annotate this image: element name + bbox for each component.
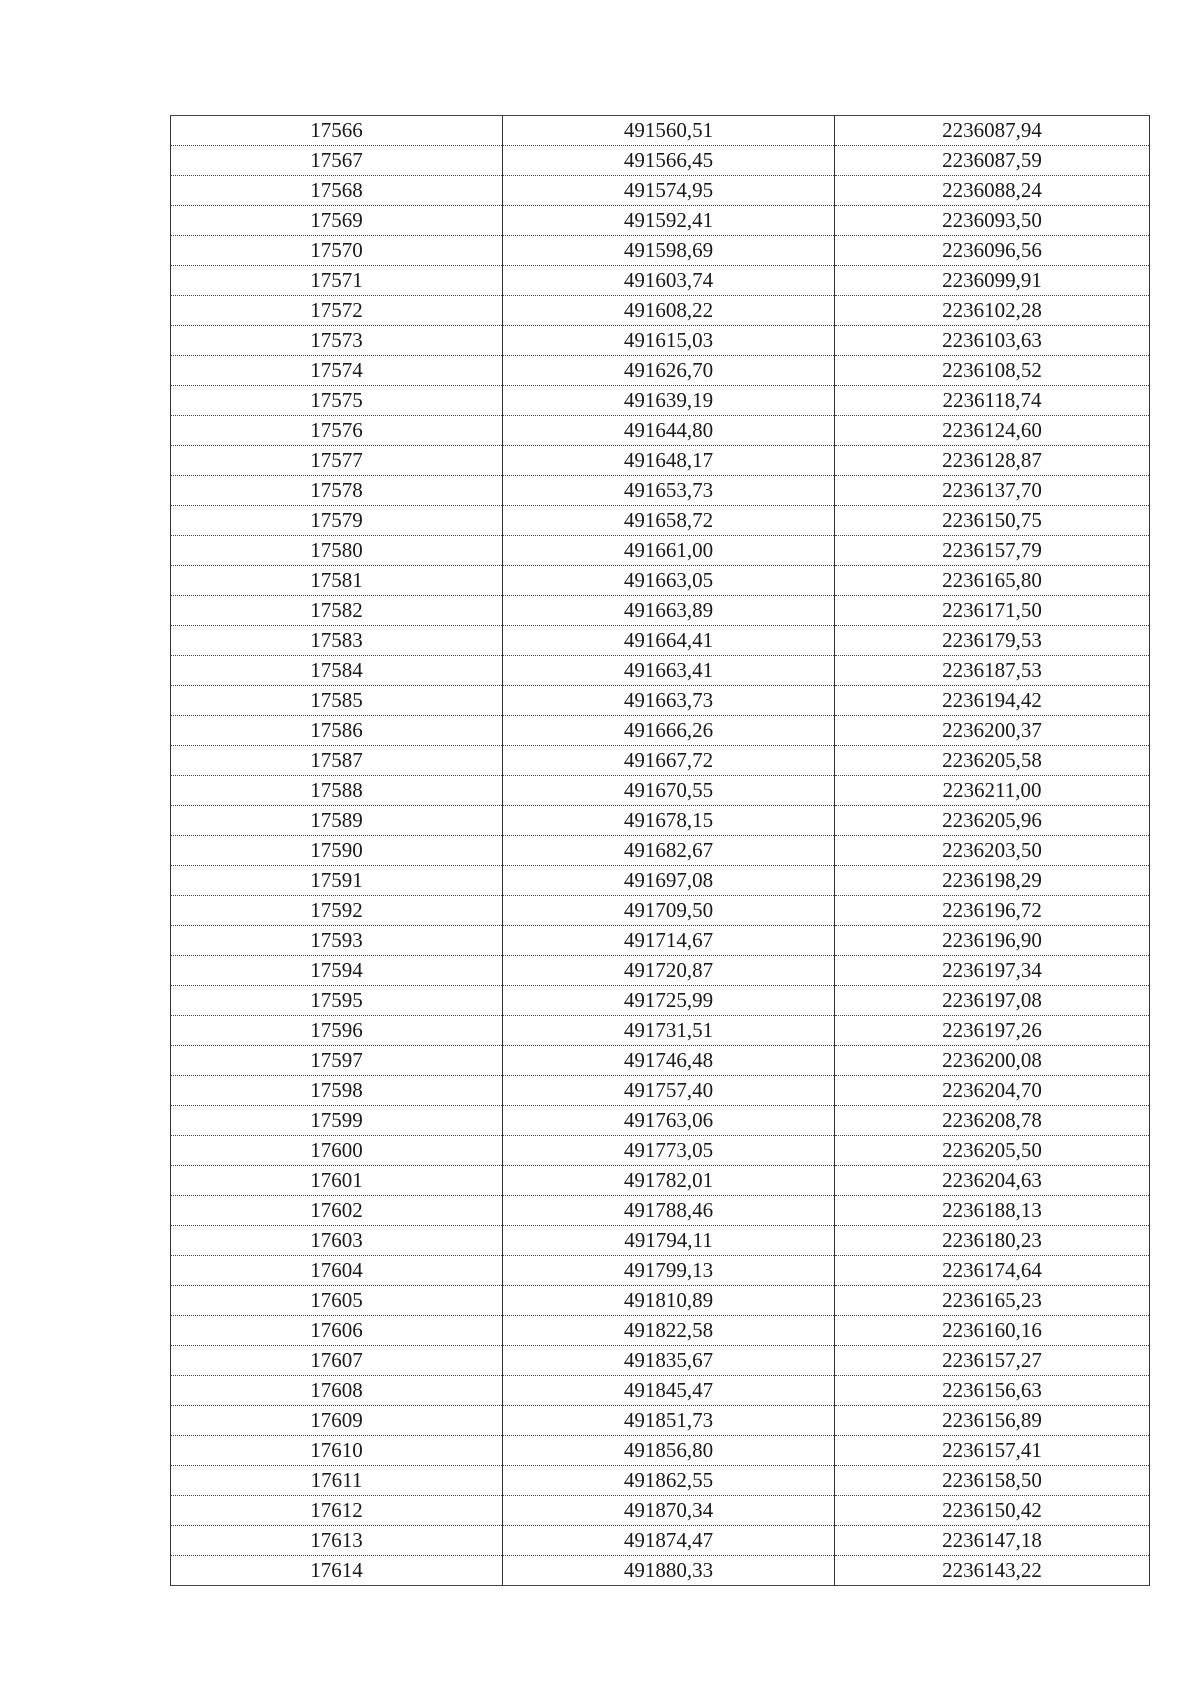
point-number-cell: 17572 [171,296,503,326]
y-coordinate-cell: 2236096,56 [835,236,1150,266]
point-number-cell: 17568 [171,176,503,206]
x-coordinate-cell: 491874,47 [503,1526,835,1556]
point-number-cell: 17598 [171,1076,503,1106]
point-number-cell: 17613 [171,1526,503,1556]
x-coordinate-cell: 491566,45 [503,146,835,176]
x-coordinate-cell: 491810,89 [503,1286,835,1316]
coordinates-table-body [171,116,1150,1586]
table-row [171,896,1150,926]
y-coordinate-cell: 2236102,28 [835,296,1150,326]
table-row [171,566,1150,596]
point-number-cell: 17592 [171,896,503,926]
x-coordinate-cell: 491670,55 [503,776,835,806]
y-coordinate-cell: 2236196,72 [835,896,1150,926]
y-coordinate-cell: 2236157,41 [835,1436,1150,1466]
y-coordinate-cell: 2236158,50 [835,1466,1150,1496]
table-row [171,1016,1150,1046]
x-coordinate-cell: 491835,67 [503,1346,835,1376]
table-row [171,296,1150,326]
table-row [171,146,1150,176]
y-coordinate-cell: 2236157,79 [835,536,1150,566]
point-number-cell: 17594 [171,956,503,986]
y-coordinate-cell: 2236204,70 [835,1076,1150,1106]
y-coordinate-cell: 2236093,50 [835,206,1150,236]
x-coordinate-cell: 491782,01 [503,1166,835,1196]
point-number-cell: 17601 [171,1166,503,1196]
y-coordinate-cell: 2236103,63 [835,326,1150,356]
table-row [171,1076,1150,1106]
table-row [171,836,1150,866]
table-row [171,986,1150,1016]
y-coordinate-cell: 2236200,37 [835,716,1150,746]
table-row [171,776,1150,806]
table-row [171,266,1150,296]
y-coordinate-cell: 2236128,87 [835,446,1150,476]
table-row [171,1046,1150,1076]
x-coordinate-cell: 491709,50 [503,896,835,926]
table-row [171,236,1150,266]
x-coordinate-cell: 491870,34 [503,1496,835,1526]
x-coordinate-cell: 491666,26 [503,716,835,746]
point-number-cell: 17584 [171,656,503,686]
table-row [171,1196,1150,1226]
point-number-cell: 17581 [171,566,503,596]
table-row [171,806,1150,836]
point-number-cell: 17579 [171,506,503,536]
y-coordinate-cell: 2236205,96 [835,806,1150,836]
y-coordinate-cell: 2236205,50 [835,1136,1150,1166]
x-coordinate-cell: 491788,46 [503,1196,835,1226]
x-coordinate-cell: 491720,87 [503,956,835,986]
table-row [171,746,1150,776]
point-number-cell: 17611 [171,1466,503,1496]
y-coordinate-cell: 2236143,22 [835,1556,1150,1586]
x-coordinate-cell: 491667,72 [503,746,835,776]
table-row [171,506,1150,536]
point-number-cell: 17577 [171,446,503,476]
y-coordinate-cell: 2236197,26 [835,1016,1150,1046]
x-coordinate-cell: 491725,99 [503,986,835,1016]
point-number-cell: 17578 [171,476,503,506]
x-coordinate-cell: 491663,89 [503,596,835,626]
y-coordinate-cell: 2236205,58 [835,746,1150,776]
table-row [171,686,1150,716]
x-coordinate-cell: 491663,41 [503,656,835,686]
y-coordinate-cell: 2236124,60 [835,416,1150,446]
y-coordinate-cell: 2236180,23 [835,1226,1150,1256]
point-number-cell: 17566 [171,116,503,146]
y-coordinate-cell: 2236118,74 [835,386,1150,416]
x-coordinate-cell: 491880,33 [503,1556,835,1586]
x-coordinate-cell: 491574,95 [503,176,835,206]
y-coordinate-cell: 2236150,42 [835,1496,1150,1526]
x-coordinate-cell: 491856,80 [503,1436,835,1466]
x-coordinate-cell: 491639,19 [503,386,835,416]
point-number-cell: 17580 [171,536,503,566]
point-number-cell: 17610 [171,1436,503,1466]
table-row [171,596,1150,626]
y-coordinate-cell: 2236087,59 [835,146,1150,176]
x-coordinate-cell: 491682,67 [503,836,835,866]
point-number-cell: 17609 [171,1406,503,1436]
y-coordinate-cell: 2236156,63 [835,1376,1150,1406]
table-row [171,1136,1150,1166]
table-row [171,866,1150,896]
point-number-cell: 17596 [171,1016,503,1046]
point-number-cell: 17591 [171,866,503,896]
table-row [171,1406,1150,1436]
y-coordinate-cell: 2236087,94 [835,116,1150,146]
y-coordinate-cell: 2236211,00 [835,776,1150,806]
x-coordinate-cell: 491678,15 [503,806,835,836]
coordinates-table [170,115,1150,1586]
x-coordinate-cell: 491560,51 [503,116,835,146]
point-number-cell: 17569 [171,206,503,236]
table-row [171,1166,1150,1196]
y-coordinate-cell: 2236165,80 [835,566,1150,596]
point-number-cell: 17567 [171,146,503,176]
point-number-cell: 17605 [171,1286,503,1316]
y-coordinate-cell: 2236150,75 [835,506,1150,536]
x-coordinate-cell: 491697,08 [503,866,835,896]
table-row [171,1256,1150,1286]
y-coordinate-cell: 2236203,50 [835,836,1150,866]
y-coordinate-cell: 2236198,29 [835,866,1150,896]
x-coordinate-cell: 491731,51 [503,1016,835,1046]
y-coordinate-cell: 2236088,24 [835,176,1150,206]
table-row [171,926,1150,956]
x-coordinate-cell: 491794,11 [503,1226,835,1256]
y-coordinate-cell: 2236200,08 [835,1046,1150,1076]
point-number-cell: 17600 [171,1136,503,1166]
table-row [171,1556,1150,1586]
table-row [171,1496,1150,1526]
table-row [171,416,1150,446]
y-coordinate-cell: 2236157,27 [835,1346,1150,1376]
point-number-cell: 17608 [171,1376,503,1406]
x-coordinate-cell: 491663,05 [503,566,835,596]
table-row [171,1286,1150,1316]
point-number-cell: 17575 [171,386,503,416]
x-coordinate-cell: 491626,70 [503,356,835,386]
y-coordinate-cell: 2236165,23 [835,1286,1150,1316]
table-row [171,1526,1150,1556]
table-row [171,1316,1150,1346]
point-number-cell: 17570 [171,236,503,266]
point-number-cell: 17597 [171,1046,503,1076]
table-row [171,1436,1150,1466]
point-number-cell: 17574 [171,356,503,386]
table-row [171,446,1150,476]
y-coordinate-cell: 2236160,16 [835,1316,1150,1346]
x-coordinate-cell: 491663,73 [503,686,835,716]
table-row [171,356,1150,386]
table-row [171,716,1150,746]
y-coordinate-cell: 2236179,53 [835,626,1150,656]
point-number-cell: 17593 [171,926,503,956]
point-number-cell: 17586 [171,716,503,746]
x-coordinate-cell: 491653,73 [503,476,835,506]
x-coordinate-cell: 491714,67 [503,926,835,956]
point-number-cell: 17602 [171,1196,503,1226]
point-number-cell: 17583 [171,626,503,656]
table-row [171,656,1150,686]
x-coordinate-cell: 491851,73 [503,1406,835,1436]
y-coordinate-cell: 2236174,64 [835,1256,1150,1286]
point-number-cell: 17589 [171,806,503,836]
y-coordinate-cell: 2236208,78 [835,1106,1150,1136]
point-number-cell: 17576 [171,416,503,446]
y-coordinate-cell: 2236188,13 [835,1196,1150,1226]
x-coordinate-cell: 491644,80 [503,416,835,446]
x-coordinate-cell: 491658,72 [503,506,835,536]
x-coordinate-cell: 491598,69 [503,236,835,266]
table-row [171,1106,1150,1136]
point-number-cell: 17588 [171,776,503,806]
x-coordinate-cell: 491615,03 [503,326,835,356]
x-coordinate-cell: 491592,41 [503,206,835,236]
point-number-cell: 17582 [171,596,503,626]
point-number-cell: 17573 [171,326,503,356]
point-number-cell: 17595 [171,986,503,1016]
x-coordinate-cell: 491773,05 [503,1136,835,1166]
table-row [171,1466,1150,1496]
point-number-cell: 17614 [171,1556,503,1586]
table-row [171,1346,1150,1376]
table-row [171,116,1150,146]
point-number-cell: 17599 [171,1106,503,1136]
point-number-cell: 17585 [171,686,503,716]
x-coordinate-cell: 491822,58 [503,1316,835,1346]
table-row [171,326,1150,356]
y-coordinate-cell: 2236147,18 [835,1526,1150,1556]
point-number-cell: 17612 [171,1496,503,1526]
point-number-cell: 17590 [171,836,503,866]
x-coordinate-cell: 491862,55 [503,1466,835,1496]
table-row [171,386,1150,416]
point-number-cell: 17607 [171,1346,503,1376]
table-row [171,476,1150,506]
table-row [171,1376,1150,1406]
y-coordinate-cell: 2236108,52 [835,356,1150,386]
y-coordinate-cell: 2236204,63 [835,1166,1150,1196]
point-number-cell: 17603 [171,1226,503,1256]
x-coordinate-cell: 491664,41 [503,626,835,656]
table-row [171,206,1150,236]
y-coordinate-cell: 2236187,53 [835,656,1150,686]
y-coordinate-cell: 2236197,34 [835,956,1150,986]
point-number-cell: 17604 [171,1256,503,1286]
point-number-cell: 17587 [171,746,503,776]
x-coordinate-cell: 491763,06 [503,1106,835,1136]
y-coordinate-cell: 2236171,50 [835,596,1150,626]
point-number-cell: 17571 [171,266,503,296]
y-coordinate-cell: 2236099,91 [835,266,1150,296]
y-coordinate-cell: 2236196,90 [835,926,1150,956]
x-coordinate-cell: 491608,22 [503,296,835,326]
y-coordinate-cell: 2236156,89 [835,1406,1150,1436]
point-number-cell: 17606 [171,1316,503,1346]
x-coordinate-cell: 491661,00 [503,536,835,566]
y-coordinate-cell: 2236194,42 [835,686,1150,716]
table-row [171,956,1150,986]
table-row [171,176,1150,206]
x-coordinate-cell: 491757,40 [503,1076,835,1106]
x-coordinate-cell: 491746,48 [503,1046,835,1076]
table-row [171,1226,1150,1256]
x-coordinate-cell: 491603,74 [503,266,835,296]
y-coordinate-cell: 2236137,70 [835,476,1150,506]
y-coordinate-cell: 2236197,08 [835,986,1150,1016]
x-coordinate-cell: 491648,17 [503,446,835,476]
table-row [171,536,1150,566]
x-coordinate-cell: 491845,47 [503,1376,835,1406]
table-row [171,626,1150,656]
x-coordinate-cell: 491799,13 [503,1256,835,1286]
